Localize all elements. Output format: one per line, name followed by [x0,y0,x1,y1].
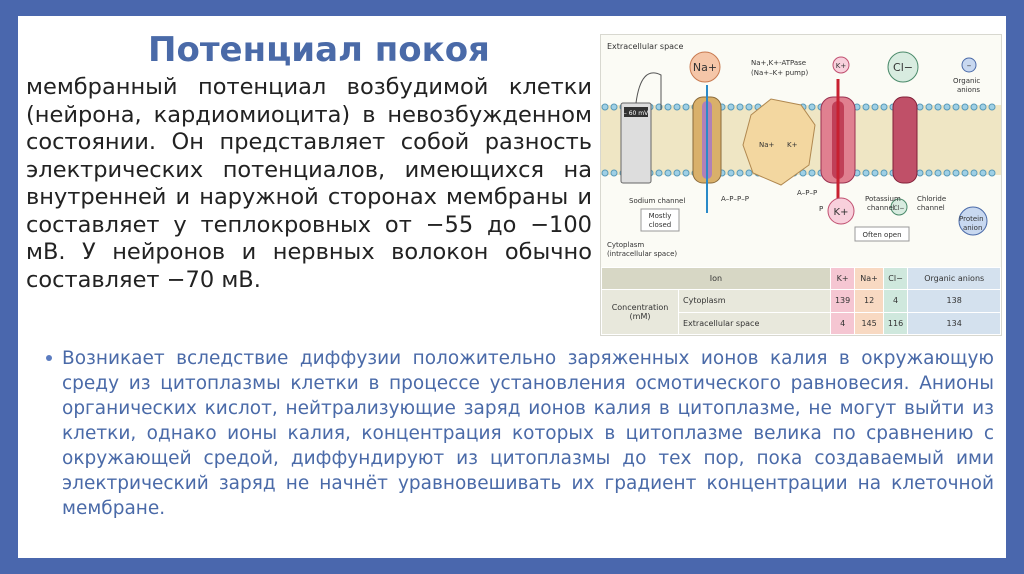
lipid-head [872,104,878,110]
organic-anions-label-2: anions [957,86,981,94]
lipid-head [881,104,887,110]
lipid-head [944,170,950,176]
col-na: Na+ [855,268,883,290]
row-extracellular: Extracellular space [679,312,831,334]
lipid-head [962,170,968,176]
membrane-diagram [601,35,1001,267]
lipid-head [809,170,815,176]
cell: 12 [855,290,883,312]
intro-paragraph: мембранный потенциал возбудимой клетки (нейрона, кардиомиоцита) в невозбужденном состоянии. Он представляет собой разность электрических потенциалов, имеющихся на внутренней и наружной сторонах мембраны и составляет у теплокровных от −55 до −100 мВ. У нейронов и нервных волокон обычно составляет −70 мВ. [26,74,592,293]
lipid-head [737,170,743,176]
slide-title: Потенциал покоя [148,30,490,70]
lipid-head [809,104,815,110]
extracellular-label: Extracellular space [607,42,684,51]
col-organic: Organic anions [908,268,1001,290]
cell: 116 [883,312,908,334]
cell: 138 [908,290,1001,312]
concentration-label: Concentration (mM) [602,290,679,335]
protein-anion-label-1: Protein [959,215,984,223]
lipid-head [881,170,887,176]
lipid-head [944,104,950,110]
cell: 4 [830,312,855,334]
lipid-head [971,170,977,176]
chloride-channel-label-2: channel [917,204,945,212]
lipid-head [917,104,923,110]
lipid-head [926,104,932,110]
lipid-head [989,104,995,110]
table-row [602,290,1001,312]
lipid-head [971,104,977,110]
ion-concentration-table [601,267,1001,335]
lipid-head [602,104,608,110]
na-ion-label: Na+ [692,61,718,74]
organic-anions-label-1: Organic [953,77,981,85]
cl-ion-small-label: Cl− [893,205,905,212]
row-cytoplasm: Cytoplasm [679,290,831,312]
col-k: K+ [830,268,855,290]
ion-header: Ion [602,268,831,290]
lipid-head [935,170,941,176]
k-ion-label: K+ [833,207,849,218]
cytoplasm-label-1: Cytoplasm [607,241,645,249]
lipid-head [863,104,869,110]
lipid-head [611,104,617,110]
protein-anion-label-2: anion [963,224,983,232]
lipid-head [953,170,959,176]
table-row [602,268,1001,290]
often-open-label: Often open [862,231,902,239]
cytoplasm-label-2: (intracellular space) [607,250,678,258]
lipid-head [674,104,680,110]
resting-potential-figure [600,34,1002,336]
lipid-head [737,104,743,110]
lipid-head [728,104,734,110]
lipid-head [953,104,959,110]
pump-k-label: K+ [787,141,798,149]
potassium-channel-label-1: Potassium [865,195,901,203]
bullet-dot [46,355,52,361]
lipid-head [683,170,689,176]
lipid-head [935,104,941,110]
col-cl: Cl− [883,268,908,290]
mostly-closed-2: closed [648,221,672,229]
lipid-head [917,170,923,176]
mostly-closed-1: Mostly [648,212,672,220]
lipid-head [989,170,995,176]
lipid-head [728,170,734,176]
lipid-head [602,170,608,176]
pump-label: Na+,K+-ATPase [751,59,807,67]
cell: 4 [883,290,908,312]
pump-na-label: Na+ [759,141,775,149]
cl-ion-label: Cl− [893,61,913,74]
lipid-head [746,170,752,176]
lipid-head [746,104,752,110]
sodium-channel-label: Sodium channel [629,197,686,205]
k-ion-small-label: K+ [835,62,847,70]
lipid-head [863,170,869,176]
atp-label: A–P–P–P [721,195,749,203]
lipid-head [926,170,932,176]
p-label: P [819,205,824,213]
bullet-text: Возникает вследствие диффузии положительно заряженных ионов калия в окружающую среду из цитоплазмы клетки в процессе установления осмотического равновесия. Анионы органических кислот, нейтрализующие заряд ионов калия в цитоплазме, не могут выйти из клетки, однако ионы калия, концентрация которых в цитоплазме велика по сравнению с окружающей средой, диффундируют из цитоплазмы до тех пор, пока создаваемый ими электрический заряд не начнёт уравновешивать их градиент концентрации на клеточной мембране. [62,348,994,519]
bullet-list [46,346,994,521]
lipid-head [665,170,671,176]
lipid-head [872,170,878,176]
pump-sub-label: (Na+–K+ pump) [751,69,809,77]
chloride-channel [893,97,917,183]
slide [18,16,1006,558]
potassium-channel-label-2: channel [867,204,895,212]
lipid-head [656,170,662,176]
lipid-head [674,170,680,176]
adp-label: A–P–P [797,189,818,197]
lipid-head [980,170,986,176]
voltmeter-reading: – 60 mV [623,110,649,117]
cell: 145 [855,312,883,334]
lipid-head [665,104,671,110]
lipid-head [683,104,689,110]
organic-anion-symbol: – [966,61,972,71]
lipid-head [611,170,617,176]
cell: 139 [830,290,855,312]
cell: 134 [908,312,1001,334]
lipid-head [962,104,968,110]
lipid-head [980,104,986,110]
chloride-channel-label-1: Chloride [917,195,947,203]
